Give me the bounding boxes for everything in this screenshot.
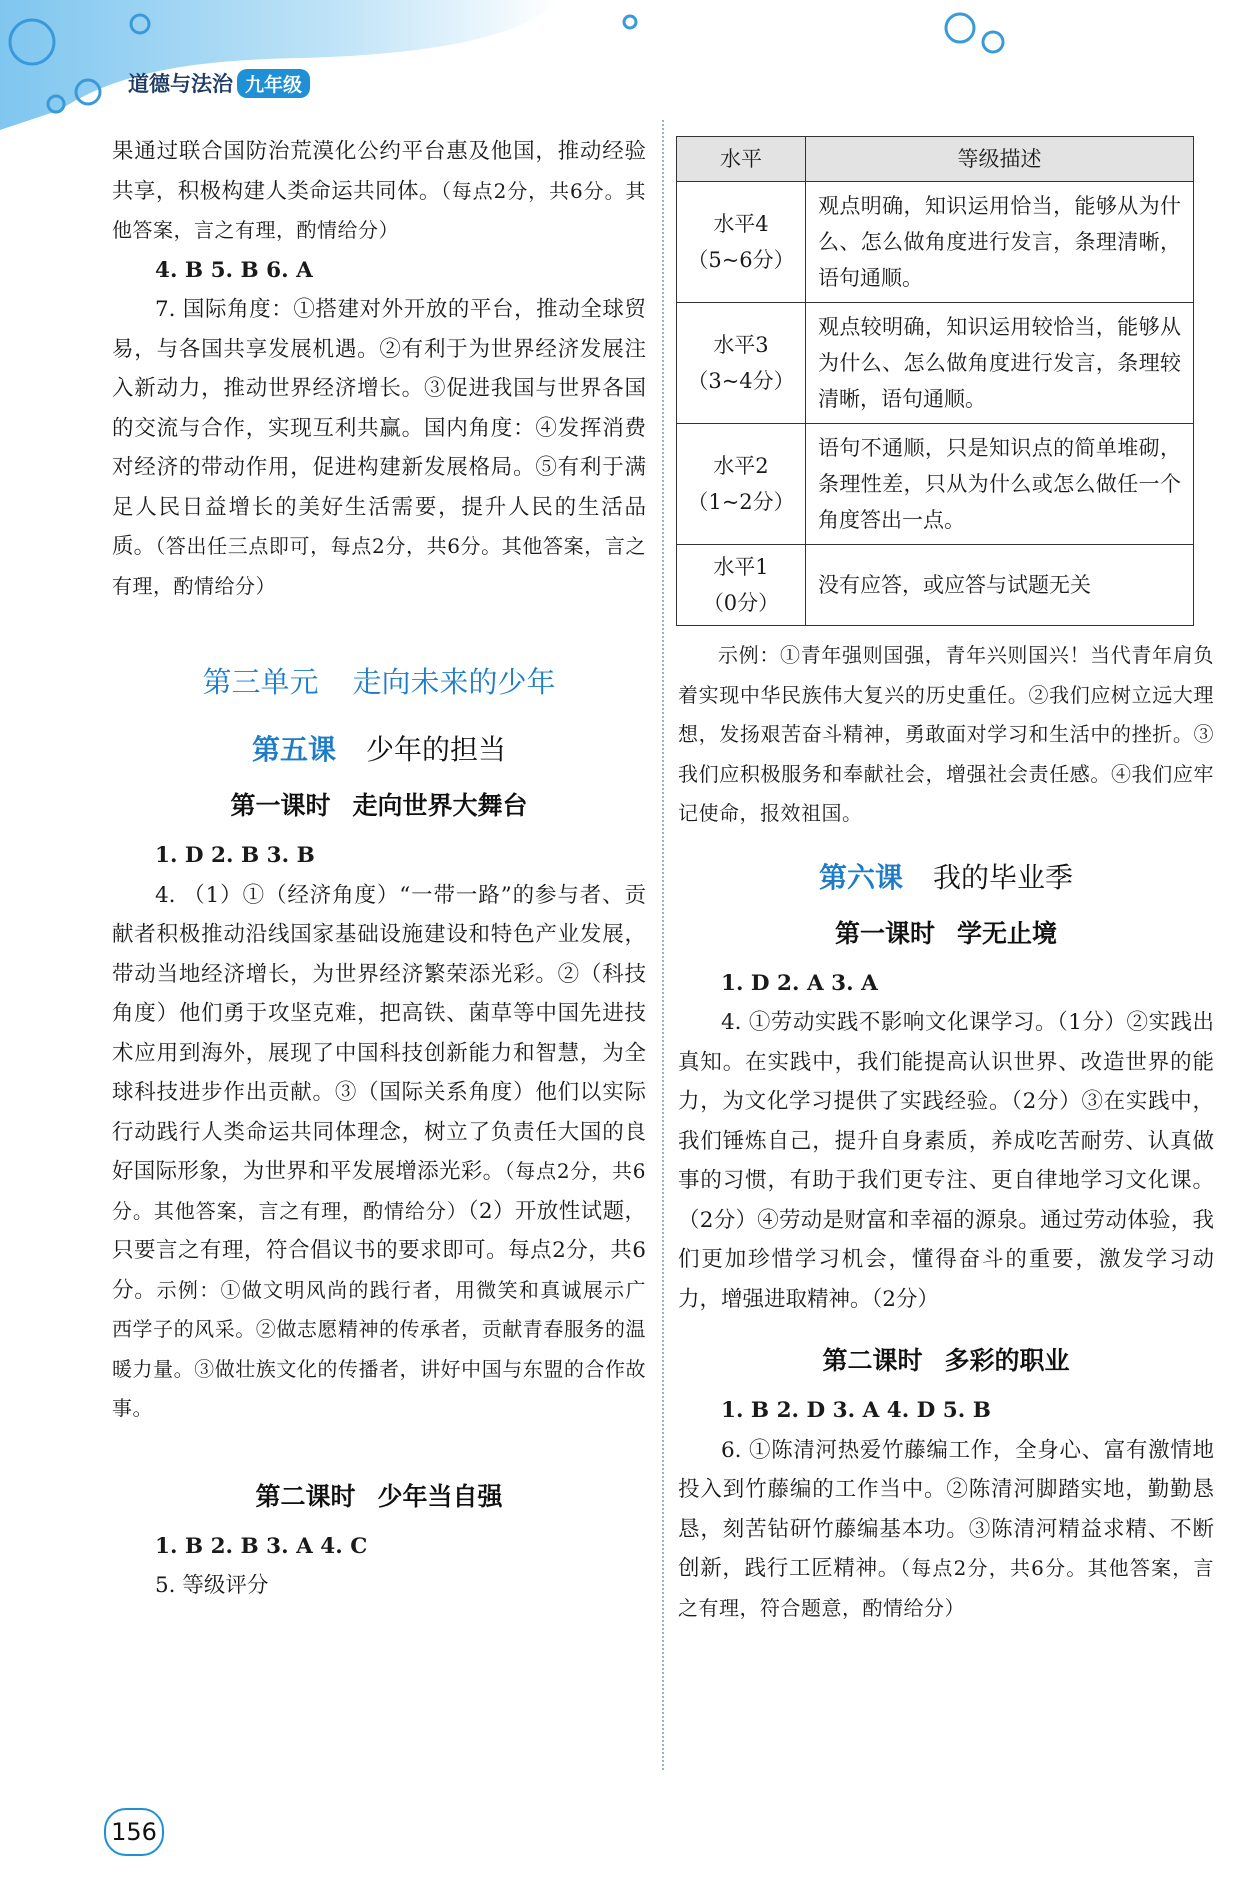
answer-line: 1. D 2. A 3. A (721, 970, 878, 996)
table-row (677, 303, 1194, 424)
answer-line: 1. D 2. B 3. B (155, 843, 315, 868)
table-row (677, 182, 1194, 303)
answer-line: 1. B 2. B 3. A 4. C (155, 1533, 368, 1559)
unit-title: 第三单元 走向未来的少年 (202, 665, 556, 699)
table-header-row (677, 137, 1194, 182)
header-decoration (0, 0, 1250, 130)
description-cell: 语句不通顺，只是知识点的简单堆砌，条理性差，只从为什么或怎么做任一个角度答出一点。 (806, 424, 1194, 545)
lesson-title: 第五课 少年的担当 (251, 733, 507, 766)
table-row (677, 424, 1194, 545)
lesson-title: 第六课 我的毕业季 (818, 860, 1074, 894)
answer-paragraph: 6. ①陈清河热爱竹藤编工作，全身心、富有激情地投入到竹藤编的工作当中。②陈清河脚踏实地，勤勤恳恳，刻苦钻研竹藤编基本功。③陈清河精益求精、不断创新，践行工匠精神。（每点2分，共6分。其他答案，言之有理，符合题意，酌情给分） (678, 1437, 1214, 1620)
period-title: 第二课时 少年当自强 (255, 1481, 503, 1511)
answer-line: 1. B 2. D 3. A 4. D 5. B (721, 1398, 991, 1423)
level-cell: 水平3 （3~4分） (677, 303, 806, 424)
left-column (112, 132, 646, 1606)
right-column (678, 132, 1214, 1628)
page-number: 156 (104, 1808, 164, 1856)
answer-paragraph: 7. 国际角度：①搭建对外开放的平台，推动全球贸易，与各国共享发展机遇。②有利于为世界经济发展注入新动力，推动世界经济增长。③促进我国与世界各国的交流与合作，实现互利共赢。国内角度：④发挥消费对经济的带动作用，促进构建新发展格局。⑤有利于满足人民日益增长的美好生活需要，提升人民的生活品质。（答出任三点即可，每点2分，共6分。其他答案，言之有理，酌情给分） (112, 297, 646, 598)
level-cell: 水平1 （0分） (677, 545, 806, 626)
period-title: 第一课时 走向世界大舞台 (230, 791, 528, 820)
period-title: 第二课时 多彩的职业 (822, 1346, 1070, 1375)
table-header: 水平 (677, 137, 806, 182)
table-header: 等级描述 (806, 137, 1194, 182)
book-title: 道德与法治 九年级 (128, 68, 310, 98)
table-row (677, 545, 1194, 626)
grading-table (676, 136, 1194, 626)
level-cell: 水平2 （1~2分） (677, 424, 806, 545)
answer-paragraph: 4. （1）①（经济角度）“一带一路”的参与者、贡献者积极推动沿线国家基础设施建设和特色产业发展，带动当地经济增长，为世界经济繁荣添光彩。②（科技角度）他们勇于攻坚克难，把高铁、菌草等中国先进技术应用到海外，展现了中国科技创新能力和智慧，为全球科技进步作出贡献。③（国际关系角度）他们以实际行动践行人类命运共同体理念，树立了负责任大国的良好国际形象，为世界和平发展增添光彩。（每点2分，共6分。其他答案，言之有理，酌情给分）（2）开放性试题，只要言之有理，符合倡议书的要求即可。每点2分，共6分。示例：①做文明风尚的践行者，用微笑和真诚展示广西学子的风采。②做志愿精神的传承者，贡献青春服务的温暖力量。③做壮族文化的传播者，讲好中国与东盟的合作故事。 (112, 882, 646, 1420)
level-cell: 水平4 （5~6分） (677, 182, 806, 303)
example-paragraph: 示例：①青年强则国强，青年兴则国兴！当代青年肩负着实现中华民族伟大复兴的历史重任。②我们应树立远大理想，发扬艰苦奋斗精神，勇敢面对学习和生活中的挫折。③我们应积极服务和奉献社会，增强社会责任感。④我们应牢记使命，报效祖国。 (678, 643, 1214, 825)
answer-line: 4. B 5. B 6. A (155, 257, 313, 283)
description-cell: 没有应答，或应答与试题无关 (806, 545, 1194, 626)
answer-line: 5. 等级评分 (155, 1573, 269, 1598)
description-cell: 观点明确，知识运用恰当，能够从为什么、怎么做角度进行发言，条理清晰，语句通顺。 (806, 182, 1194, 303)
answer-paragraph: 4. ①劳动实践不影响文化课学习。（1分）②实践出真知。在实践中，我们能提高认识世界、改造世界的能力，为文化学习提供了实践经验。（2分）③在实践中，我们锤炼自己，提升自身素质，养成吃苦耐劳、认真做事的习惯，有助于我们更专注、更自律地学习文化课。（2分）④劳动是财富和幸福的源泉。通过劳动体验，我们更加珍惜学习机会，懂得奋斗的重要，激发学习动力，增强进取精神。（2分） (678, 1010, 1214, 1312)
answer-paragraph: 果通过联合国防治荒漠化公约平台惠及他国，推动经验共享，积极构建人类命运共同体。（每点2分，共6分。其他答案，言之有理，酌情给分） (112, 139, 646, 242)
period-title: 第一课时 学无止境 (834, 918, 1058, 948)
description-cell: 观点较明确，知识运用较恰当，能够从为什么、怎么做角度进行发言，条理较清晰，语句通顺。 (806, 303, 1194, 424)
column-divider (662, 120, 664, 1770)
grade-badge: 九年级 (237, 69, 310, 98)
